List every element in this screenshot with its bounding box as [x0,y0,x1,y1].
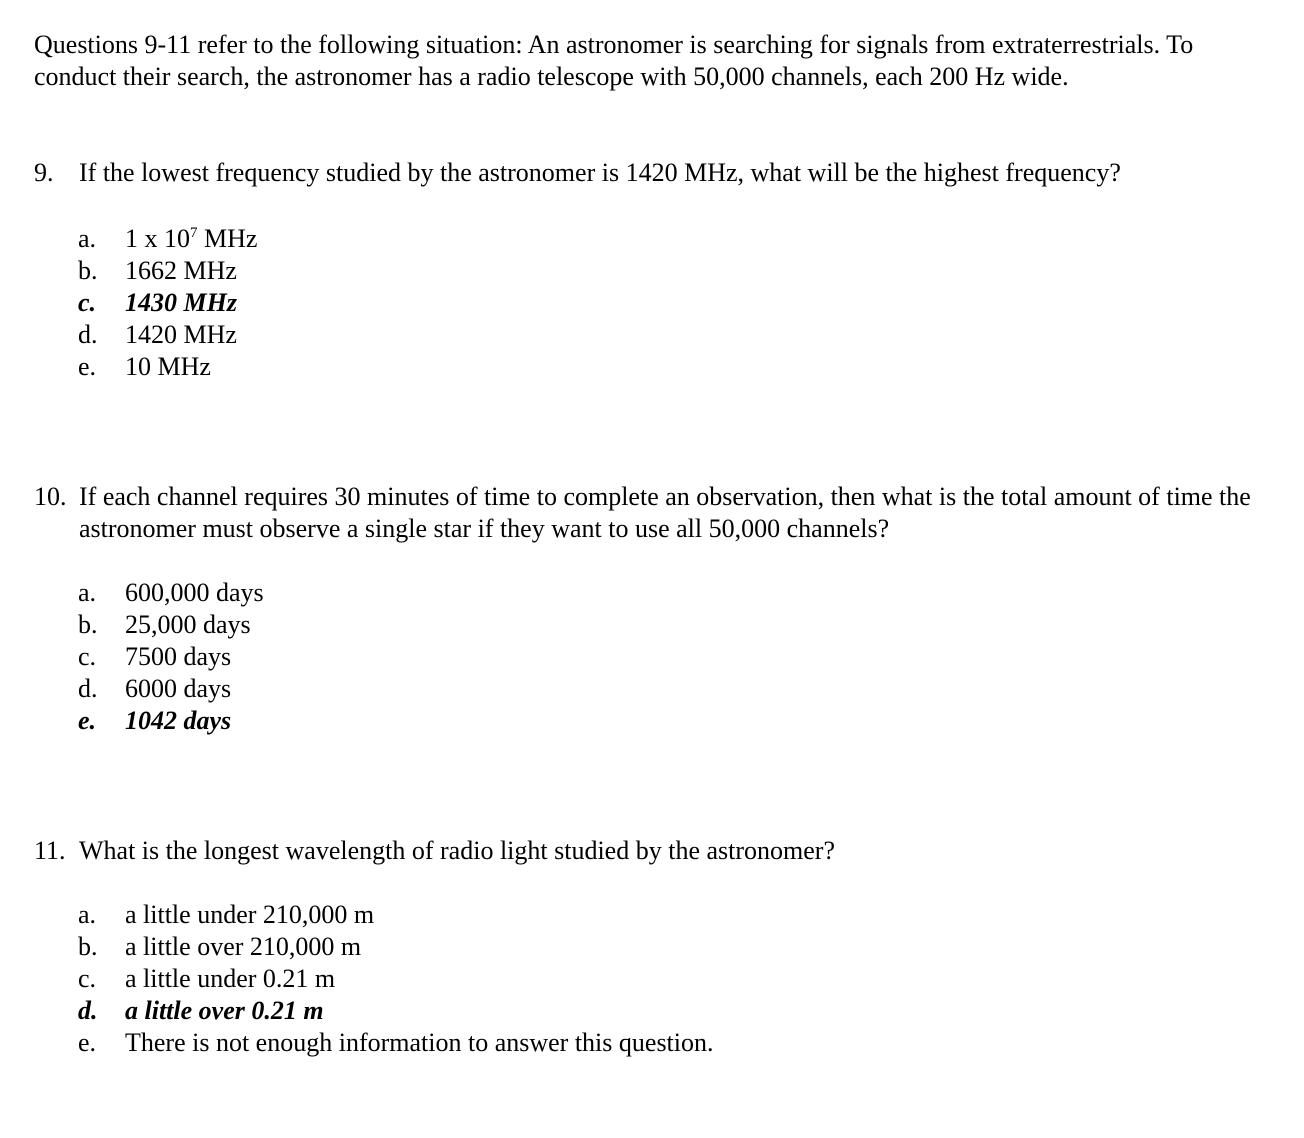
option-letter: a. [78,224,97,253]
option-b [78,931,978,963]
question-11 [34,835,1264,867]
option-text: a little over 210,000 m [125,932,362,961]
option-text: a little under 210,000 m [125,900,375,929]
question-number: 11. [34,836,66,865]
option-letter: d. [78,320,98,349]
question-text: If the lowest frequency studied by the astronomer is 1420 MHz, what will be the highest frequency? [79,158,1121,187]
option-d [78,319,978,351]
option-text: 6000 days [125,674,232,703]
question-number: 9. [34,158,54,187]
option-d [78,673,978,705]
option-letter: c. [78,964,97,993]
option-letter: c. [78,288,97,317]
option-text: 1662 MHz [125,256,237,285]
option-text: 1 x $10^7$ MHz [125,224,258,253]
option-e-answer [78,705,978,737]
question-text: What is the longest wavelength of radio light studied by the astronomer? [79,836,835,865]
option-text: 600,000 days [125,578,264,607]
option-letter: b. [78,932,98,961]
option-c [78,963,978,995]
question-number: 10. [34,482,67,511]
option-a [78,223,978,255]
option-text: 10 MHz [125,352,211,381]
option-letter: d. [78,996,98,1025]
option-letter: e. [78,706,97,735]
option-letter: a. [78,900,97,929]
option-letter: e. [78,352,97,381]
option-a [78,899,978,931]
option-c [78,641,978,673]
question-text: If each channel requires 30 minutes of time to complete an observation, then what is the total amount of time the astronomer must observe a single star if they want to use all 50,000 channels? [79,482,1251,543]
option-text: 1420 MHz [125,320,237,349]
option-letter: c. [78,642,97,671]
option-text: a little over 0.21 m [125,996,324,1025]
question-10-options [78,577,978,737]
option-d-answer [78,995,978,1027]
option-letter: d. [78,674,98,703]
question-9-options [78,223,978,383]
option-e [78,1027,978,1059]
option-text: 1430 MHz [125,288,237,317]
exponent: 7 [190,225,198,241]
option-b [78,255,978,287]
option-letter: b. [78,256,98,285]
option-c-answer [78,287,978,319]
option-text: 7500 days [125,642,232,671]
option-text: There is not enough information to answer this question. [125,1028,714,1057]
option-letter: e. [78,1028,97,1057]
option-text: 25,000 days [125,610,251,639]
option-e [78,351,978,383]
option-a [78,577,978,609]
intro-paragraph: Questions 9-11 refer to the following situation: An astronomer is searching for signals from extraterrestrials. To conduct their search, the astronomer has a radio telescope with 50,000 channels, each 200 Hz wide. [34,30,1194,91]
option-letter: a. [78,578,97,607]
option-letter: b. [78,610,98,639]
option-text: a little under 0.21 m [125,964,336,993]
option-b [78,609,978,641]
question-11-options [78,899,978,1059]
question-9 [34,157,1264,189]
option-text: 1042 days [125,706,232,735]
question-10 [34,481,1264,545]
